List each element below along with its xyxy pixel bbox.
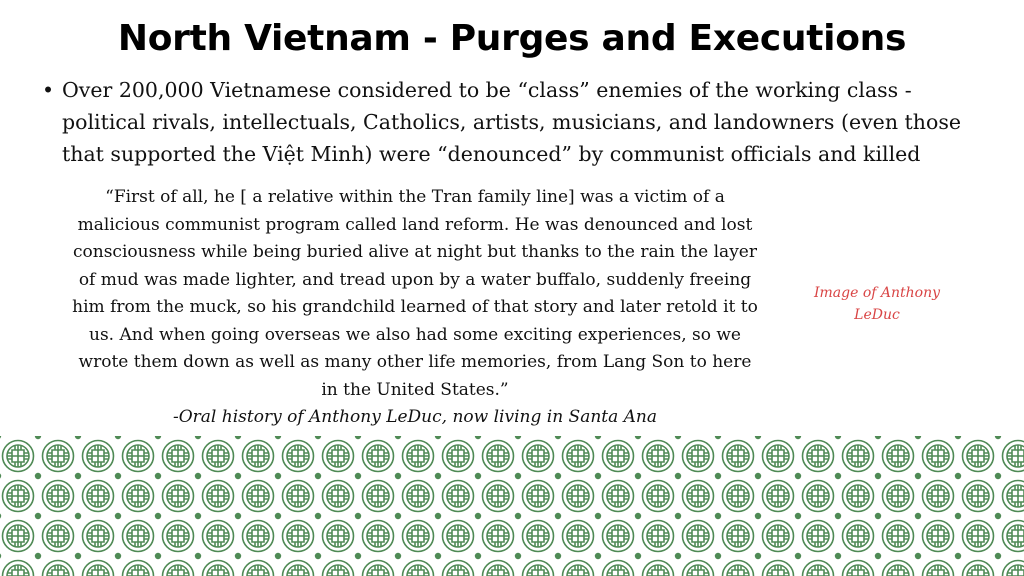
bullet-marker: •: [42, 78, 55, 102]
quote-text: “First of all, he [ a relative within the Tran family line] was a victim of a malicious communist program called land reform. He was denounced and lost consciousness while being buried alive at night but thanks to the rain the layer of mud was made lighter, and tread upon by a water buffalo, suddenly freeing him from the muck, so his grandchild learned of that story and later retold it to us. And when going overseas we also had some exciting experiences, so we wrote them down as well as many other life memories, from Lang Son to here in the United States.”: [72, 187, 758, 400]
bullet-point: [42, 74, 998, 170]
decorative-pattern-border: [0, 436, 1024, 576]
quote-attribution: -Oral history of Anthony LeDuc, now living in Santa Ana: [172, 407, 658, 427]
image-placeholder-caption: Image of Anthony LeDuc: [813, 285, 941, 323]
oral-history-quote: [72, 184, 758, 432]
slide-title: North Vietnam - Purges and Executions: [117, 18, 907, 59]
bullet-text: Over 200,000 Vietnamese considered to be “class” enemies of the working class - political rivals, intellectuals, Catholics, artists, musicians, and landowners (even those that supported the Việt Minh) were “denounced” by communist officials and killed: [62, 78, 961, 166]
